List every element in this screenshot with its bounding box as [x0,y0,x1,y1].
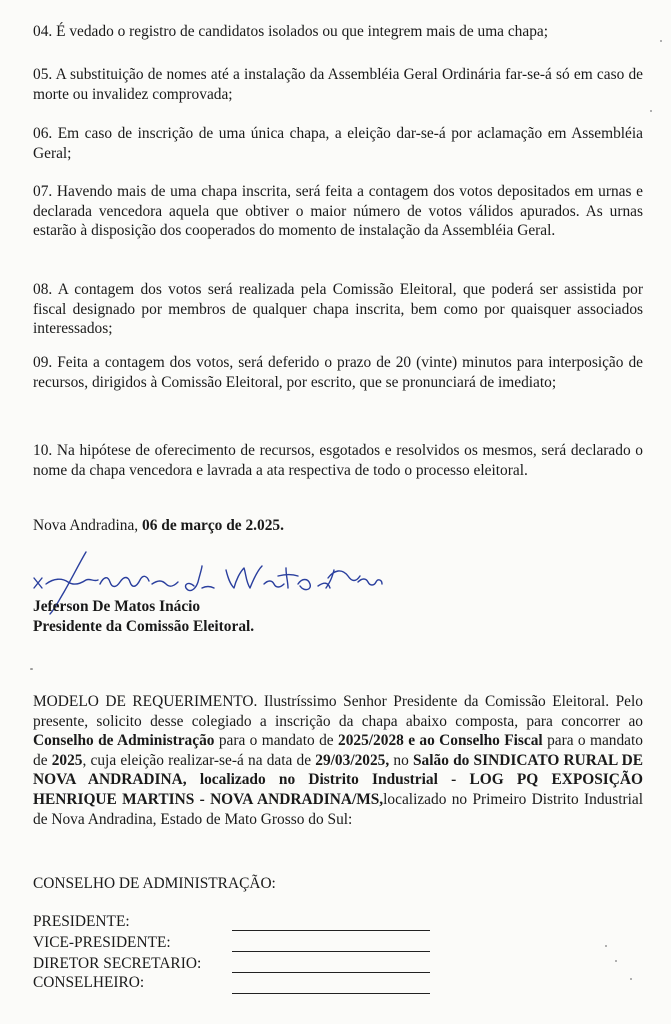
scan-speck [650,110,652,112]
blank-line-presidente [232,930,430,931]
clause-10: 10. Na hipótese de oferecimento de recursos, esgotados e resolvidos os mesmos, será declarado o nome da chapa vencedora e lavrada a ata respectiva de todo o processo eleitoral. [33,442,643,479]
clause-07: 07. Havendo mais de uma chapa inscrita, será feita a contagem dos votos depositados em urnas e declarada vencedora aquela que obtiver o maior número de votos válidos apurados. As urnas estarão à disposição dos cooperados do momento de instalação da Assembléia Geral. [33,183,643,240]
model-text-6: localizado no Primeiro Distrito Industrial de Nova Andradina, Estado de Mato Grosso do Sul: [33,790,643,828]
model-bold-5: Salão do SINDICATO RURAL DE NOVA ANDRADINA, localizado no Distrito Industrial - LOG PQ EXPOSIÇÃO HENRIQUE MARTINS - NOVA ANDRADINA/MS, [33,751,643,808]
scan-speck [615,960,617,962]
clause-08: 08. A contagem dos votos será realizada pela Comissão Eleitoral, que poderá ser assistida por fiscal designado por membros de qualquer chapa inscrita, bem como por quaisquer associados interessados; [33,281,643,338]
date-prefix: Nova Andradina, [33,517,139,534]
label-diretor-secretario: DIRETOR SECRETARIO: [33,955,202,972]
label-presidente: PRESIDENTE: [33,913,130,930]
model-text-4: , cuja eleição realizar-se-á na data de [82,751,316,769]
blank-line-conselheiro [232,993,430,994]
clause-04: 04. É vedado o registro de candidatos isolados ou que integrem mais de uma chapa; [33,23,549,40]
signer-title: Presidente da Comissão Eleitoral. [33,618,255,635]
signer-name: Jeferson De Matos Inácio [33,598,201,615]
model-text-1: MODELO DE REQUERIMENTO. Ilustríssimo Senhor Presidente da Comissão Eleitoral. Pelo presente, solicito desse colegiado a inscrição da chapa abaixo composta, para concorrer ao [33,693,643,730]
date-line [33,516,643,536]
model-bold-2: 2025/2028 e ao Conselho Fiscal [338,732,543,750]
model-bold-4: 29/03/2025, [315,751,390,769]
model-text-5: no [389,751,413,769]
blank-line-diretor-secretario [232,972,430,973]
label-conselheiro: CONSELHEIRO: [33,974,145,991]
section-title: CONSELHO DE ADMINISTRAÇÃO: [33,875,276,892]
clause-09: 09. Feita a contagem dos votos, será deferido o prazo de 20 (vinte) minutos para interposição de recursos, dirigidos à Comissão Eleitoral, por escrito, que se pronunciará de imediato; [33,354,643,391]
scan-speck [630,978,632,980]
scan-speck [605,945,607,947]
request-model [33,692,643,829]
scan-speck [30,668,33,670]
model-text-3: para o mandato de [33,732,643,769]
model-bold-3: 2025 [51,751,83,769]
clause-05: 05. A substituição de nomes até a instalação da Assembléia Geral Ordinária far-se-á só em caso de morte ou invalidez comprovada; [33,66,643,103]
scan-speck [660,40,662,42]
date-value: 06 de março de 2.025. [142,517,284,534]
model-text-2: para o mandato de [214,732,338,750]
model-bold-1: Conselho de Administração [33,732,215,750]
clause-06: 06. Em caso de inscrição de uma única chapa, a eleição dar-se-á por aclamação em Assembléia Geral; [33,125,643,162]
blank-line-vice-presidente [232,951,430,952]
label-vice-presidente: VICE-PRESIDENTE: [33,934,171,951]
